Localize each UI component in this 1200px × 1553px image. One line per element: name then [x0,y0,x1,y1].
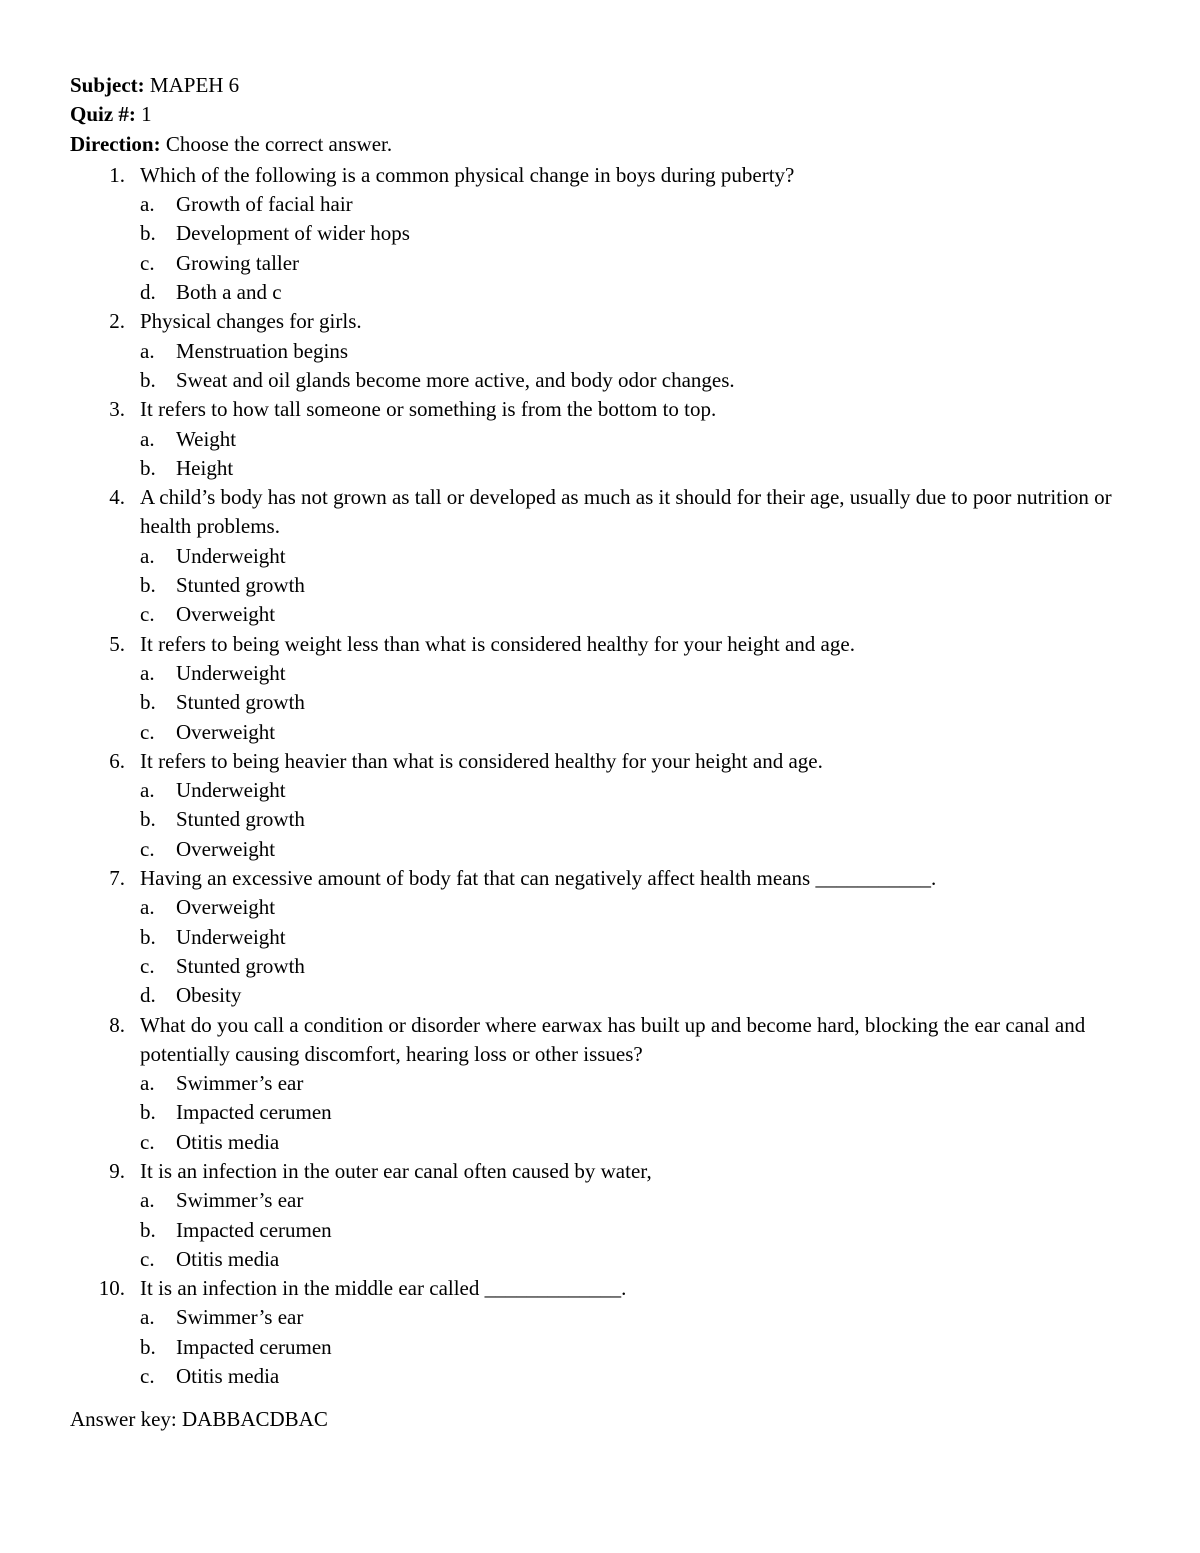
answer-option [140,249,1130,278]
option-list [140,1303,1130,1391]
option-text: Sweat and oil glands become more active, and body odor changes. [176,367,735,392]
question-text: It is an infection in the middle ear called _____________. [140,1276,627,1301]
answer-option [140,1186,1130,1215]
option-letter: c. [140,250,155,275]
option-text: Swimmer’s ear [176,1071,304,1096]
question-text: It is an infection in the outer ear canal often caused by water, [140,1158,652,1183]
answer-option [140,278,1130,307]
option-letter: d. [140,280,156,305]
question-item [70,864,1130,1010]
option-letter: a. [140,426,155,451]
option-list [140,337,1130,396]
option-letter: b. [140,367,156,392]
answer-option [140,718,1130,747]
answer-option [140,1245,1130,1274]
option-letter: a. [140,543,155,568]
option-list [140,190,1130,307]
answer-option [140,1128,1130,1157]
question-text: Physical changes for girls. [140,309,362,334]
option-text: Underweight [176,778,286,803]
question-text: What do you call a condition or disorder where earwax has built up and become hard, blocking the ear canal and potentially causing discomfort, hearing loss or other issues? [140,1012,1086,1066]
subject-line [70,71,1130,100]
answer-key-line [70,1405,1130,1434]
option-letter: c. [140,1129,155,1154]
answer-option [140,893,1130,922]
question-item [70,307,1130,395]
answer-option [140,190,1130,219]
option-letter: c. [140,719,155,744]
option-text: Impacted cerumen [176,1217,332,1242]
option-letter: b. [140,573,156,598]
option-list [140,776,1130,864]
answer-option [140,688,1130,717]
option-letter: c. [140,836,155,861]
answer-option [140,923,1130,952]
question-number: 6. [109,748,125,773]
question-item [70,630,1130,747]
option-text: Stunted growth [176,807,305,832]
option-list [140,1186,1130,1274]
option-letter: b. [140,807,156,832]
direction-value: Choose the correct answer. [165,131,393,156]
question-number: 10. [98,1276,125,1301]
question-item [70,1157,1130,1274]
option-text: Underweight [176,543,286,568]
question-list [70,161,1130,1391]
option-letter: b. [140,924,156,949]
option-text: Stunted growth [176,573,305,598]
answer-option [140,454,1130,483]
option-text: Overweight [176,895,276,920]
question-text: Which of the following is a common physical change in boys during puberty? [140,162,795,187]
option-text: Growth of facial hair [176,192,353,217]
option-text: Height [176,455,234,480]
option-text: Stunted growth [176,953,305,978]
option-text: Overweight [176,602,276,627]
quiz-number-label: Quiz #: [70,102,136,127]
question-text: It refers to how tall someone or something is from the bottom to top. [140,397,717,422]
answer-key-value: DABBACDBAC [181,1407,328,1432]
answer-option [140,600,1130,629]
question-number: 9. [109,1158,125,1183]
quiz-number-value: 1 [141,102,152,127]
answer-option [140,1216,1130,1245]
answer-option [140,1303,1130,1332]
option-list [140,425,1130,484]
question-item [70,747,1130,864]
question-item [70,1011,1130,1157]
option-text: Overweight [176,836,276,861]
option-text: Impacted cerumen [176,1334,332,1359]
question-item [70,395,1130,483]
option-text: Both a and c [176,280,282,305]
option-letter: a. [140,778,155,803]
option-letter: a. [140,660,155,685]
answer-option [140,952,1130,981]
answer-option [140,1098,1130,1127]
question-number: 5. [109,631,125,656]
option-letter: b. [140,690,156,715]
option-list [140,659,1130,747]
option-letter: b. [140,221,156,246]
answer-option [140,366,1130,395]
question-number: 4. [109,485,125,510]
answer-option [140,1362,1130,1391]
option-text: Swimmer’s ear [176,1305,304,1330]
option-letter: c. [140,602,155,627]
option-letter: a. [140,1071,155,1096]
option-list [140,1069,1130,1157]
option-letter: c. [140,1246,155,1271]
option-text: Development of wider hops [176,221,410,246]
option-text: Otitis media [176,1246,280,1271]
option-letter: a. [140,1188,155,1213]
question-text: Having an excessive amount of body fat that can negatively affect health means ___________. [140,866,937,891]
answer-option [140,542,1130,571]
option-text: Weight [176,426,237,451]
option-letter: a. [140,1305,155,1330]
subject-label: Subject: [70,73,145,97]
question-number: 7. [109,866,125,891]
question-number: 1. [109,162,125,187]
question-item [70,1274,1130,1391]
answer-option [140,219,1130,248]
option-list [140,893,1130,1010]
option-letter: b. [140,455,156,480]
option-text: Overweight [176,719,276,744]
option-text: Underweight [176,924,286,949]
option-letter: a. [140,192,155,217]
answer-option [140,1069,1130,1098]
question-text: A child’s body has not grown as tall or developed as much as it should for their age, usually due to poor nutrition or health problems. [140,485,1112,539]
option-text: Obesity [176,983,242,1008]
question-number: 2. [109,309,125,334]
option-letter: a. [140,895,155,920]
answer-option [140,776,1130,805]
option-text: Stunted growth [176,690,305,715]
option-text: Otitis media [176,1364,280,1389]
option-letter: b. [140,1217,156,1242]
answer-option [140,571,1130,600]
question-item [70,483,1130,629]
answer-option [140,835,1130,864]
option-text: Swimmer’s ear [176,1188,304,1213]
direction-line [70,130,1130,159]
question-item [70,161,1130,307]
option-text: Growing taller [176,250,300,275]
option-letter: c. [140,953,155,978]
answer-option [140,1333,1130,1362]
option-text: Underweight [176,660,286,685]
answer-option [140,659,1130,688]
option-letter: b. [140,1334,156,1359]
answer-option [140,425,1130,454]
direction-label: Direction: [70,131,161,156]
question-text: It refers to being heavier than what is considered healthy for your height and age. [140,748,823,773]
option-letter: c. [140,1364,155,1389]
quiz-number-line [70,100,1130,129]
option-letter: a. [140,338,155,363]
option-letter: b. [140,1100,156,1125]
answer-option [140,981,1130,1010]
option-text: Menstruation begins [176,338,349,363]
question-number: 8. [109,1012,125,1037]
option-letter: d. [140,983,156,1008]
answer-key-label: Answer key: [70,1407,177,1432]
subject-value: MAPEH 6 [149,73,240,97]
option-list [140,542,1130,630]
answer-option [140,805,1130,834]
option-text: Impacted cerumen [176,1100,332,1125]
quiz-document [70,71,1130,1456]
question-number: 3. [109,397,125,422]
question-text: It refers to being weight less than what is considered healthy for your height and age. [140,631,855,656]
answer-option [140,337,1130,366]
option-text: Otitis media [176,1129,280,1154]
